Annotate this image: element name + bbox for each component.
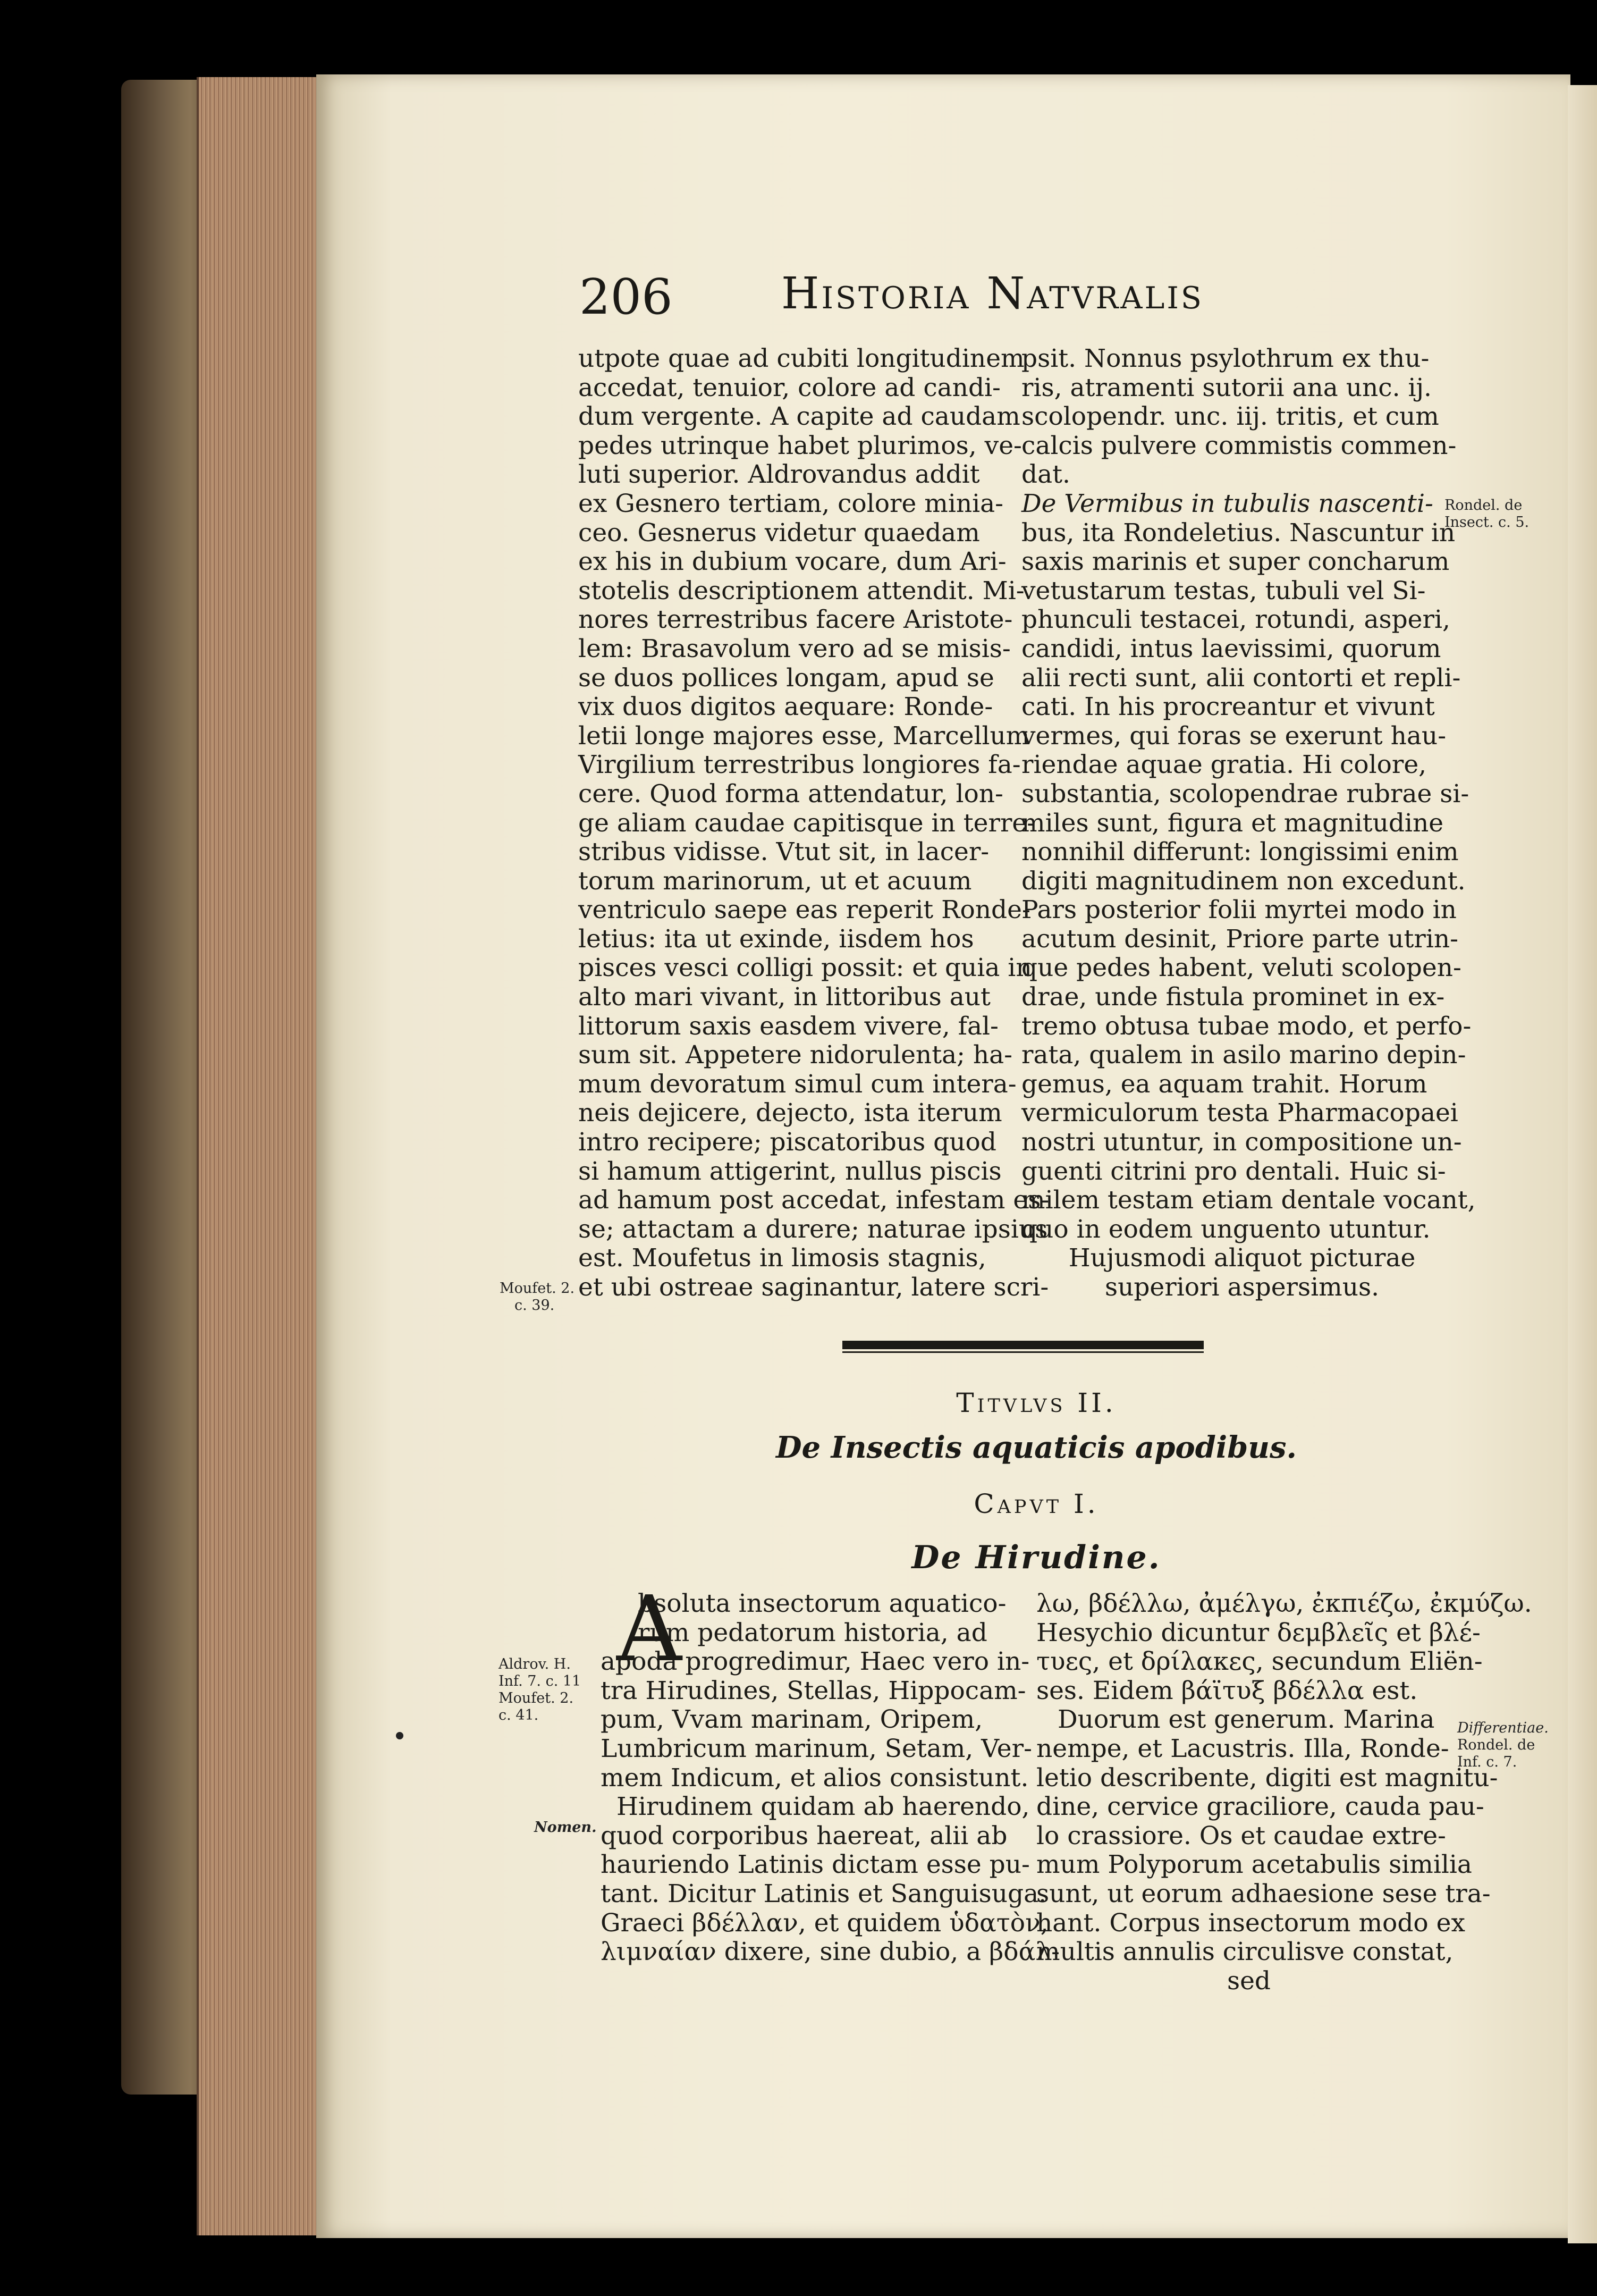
text-line: Graeci βδέλλαν, et quidem ὑδατὸν, xyxy=(601,1908,1049,1938)
text-line: nonnihil differunt: longissimi enim xyxy=(1021,837,1459,867)
text-line: luti superior. Aldrovandus addit xyxy=(578,460,980,490)
text-line: letii longe majores esse, Marcellum xyxy=(578,721,1030,751)
text-line: superiori aspersimus. xyxy=(1104,1273,1380,1302)
text-line: tant. Dicitur Latinis et Sanguisuga. xyxy=(601,1879,1047,1908)
text-line: milem testam etiam dentale vocant, xyxy=(1021,1185,1476,1215)
text-line: hauriendo Latinis dictam esse pu- xyxy=(601,1850,1030,1880)
running-title: Historia Natvralis xyxy=(781,268,1204,319)
text-line: Pars posterior folii myrtei modo in xyxy=(1021,895,1457,925)
text-line: intro recipere; piscatoribus quod xyxy=(578,1128,996,1157)
text-line: Virgilium terrestribus longiores fa- xyxy=(578,750,1021,780)
ink-dot xyxy=(396,1732,403,1739)
text-line: vermes, qui foras se exerunt hau- xyxy=(1021,721,1447,751)
text-line: λω, βδέλλω, ἀμέλγω, ἐκπιέζω, ἐκμύζω. xyxy=(1036,1589,1532,1618)
margin-note-aldrov xyxy=(498,1656,581,1724)
text-line: dine, cervice graciliore, cauda pau- xyxy=(1036,1792,1484,1822)
text-line: se duos pollices longam, apud se xyxy=(578,663,994,693)
text-line: apoda progredimur, Haec vero in- xyxy=(601,1647,1030,1677)
margin-line: Insect. c. 5. xyxy=(1444,514,1530,531)
text-line: psit. Nonnus psylothrum ex thu- xyxy=(1021,344,1430,373)
margin-note-rondel xyxy=(1444,497,1529,531)
text-line: ris, atramenti sutorii ana unc. ij. xyxy=(1021,373,1432,402)
text-line: letius: ita ut exinde, iisdem hos xyxy=(578,924,974,954)
text-line: sunt, ut eorum adhaesione sese tra- xyxy=(1036,1879,1491,1908)
text-line: alii recti sunt, alii contorti et repli- xyxy=(1021,663,1461,693)
text-line: scolopendr. unc. iij. tritis, et cum xyxy=(1021,402,1439,432)
text-line: τυες, et δρίλακες, secundum Eliën- xyxy=(1036,1647,1483,1677)
facing-page-edge xyxy=(1568,85,1597,2243)
titulus-subtitle: De Insectis aquaticis apodibus. xyxy=(775,1430,1297,1465)
text-line: substantia, scolopendrae rubrae si- xyxy=(1021,779,1469,809)
text-line: tremo obtusa tubae modo, et perfo- xyxy=(1021,1011,1472,1041)
margin-line: Inf. c. 7. xyxy=(1457,1754,1517,1770)
text-line: alto mari vivant, in littoribus aut xyxy=(578,982,991,1012)
text-line: miles sunt, figura et magnitudine xyxy=(1021,808,1444,838)
text-line: lem: Brasavolum vero ad se misis- xyxy=(578,634,1011,663)
caput-heading: Capvt I. xyxy=(974,1488,1099,1519)
text-line: Duorum est generum. Marina xyxy=(1058,1705,1435,1735)
text-line: ex his in dubium vocare, dum Ari- xyxy=(578,547,1007,577)
text-line: pum, Vvam marinam, Oripem, xyxy=(601,1705,983,1735)
text-line: gemus, ea aquam trahit. Horum xyxy=(1021,1069,1427,1099)
margin-line: Aldrov. H. xyxy=(498,1656,571,1672)
text-line: pedes utrinque habet plurimos, ve- xyxy=(578,431,1022,460)
page-number: 206 xyxy=(579,268,673,325)
text-line: Hesychio dicuntur δεμβλεῖς et βλέ- xyxy=(1036,1618,1481,1647)
text-line: tra Hirudines, Stellas, Hippocam- xyxy=(601,1676,1026,1705)
text-line: quod corporibus haereat, alii ab xyxy=(601,1821,1008,1851)
text-line: ex Gesnero tertiam, colore minia- xyxy=(578,489,1004,518)
text-line: que pedes habent, veluti scolopen- xyxy=(1021,953,1461,983)
text-line: sum sit. Appetere nidorulenta; ha- xyxy=(578,1040,1013,1070)
text-line: guenti citrini pro dentali. Huic si- xyxy=(1021,1156,1446,1186)
text-line: bus, ita Rondeletius. Nascuntur in xyxy=(1021,518,1456,548)
text-line: ventriculo saepe eas reperit Ronde- xyxy=(578,895,1030,925)
text-line: utpote quae ad cubiti longitudinem xyxy=(578,344,1025,373)
text-line: candidi, intus laevissimi, quorum xyxy=(1021,634,1441,663)
text-line: λιμναίαν dixere, sine dubio, a βδάλ- xyxy=(601,1937,1060,1967)
margin-line: Rondel. de xyxy=(1457,1737,1535,1753)
text-line: pisces vesci colligi possit: et quia in xyxy=(578,953,1032,983)
titulus-heading: Titvlvs II. xyxy=(956,1387,1117,1418)
text-line: ceo. Gesnerus videtur quaedam xyxy=(578,518,980,548)
text-line: rata, qualem in asilo marino depin- xyxy=(1021,1040,1466,1070)
text-line: drae, unde fistula prominet in ex- xyxy=(1021,982,1445,1012)
text-line: Hujusmodi aliquot picturae xyxy=(1068,1243,1416,1273)
text-line: vermiculorum testa Pharmacopaei xyxy=(1021,1098,1458,1128)
margin-line: Inf. 7. c. 11 xyxy=(498,1673,581,1689)
left-column xyxy=(578,344,1050,1302)
text-line: rum pedatorum historia, ad xyxy=(638,1618,987,1647)
text-line: De Vermibus in tubulis nascenti- xyxy=(1021,489,1433,518)
caput-subtitle: De Hirudine. xyxy=(911,1539,1161,1576)
text-line: Lumbricum marinum, Setam, Ver- xyxy=(601,1734,1032,1763)
text-line: vetustarum testas, tubuli vel Si- xyxy=(1021,576,1426,605)
margin-line: Moufet. 2. xyxy=(498,1690,574,1706)
text-line: ses. Eidem βάϊτυξ βδέλλα est. xyxy=(1036,1676,1418,1705)
margin-line: Moufet. 2. xyxy=(500,1280,575,1297)
text-line: mum devoratum simul cum intera- xyxy=(578,1069,1017,1099)
text-line: accedat, tenuior, colore ad candi- xyxy=(578,373,1001,402)
text-line: littorum saxis easdem vivere, fal- xyxy=(578,1011,999,1041)
text-line: mum Polyporum acetabulis similia xyxy=(1036,1850,1472,1880)
text-line: nostri utuntur, in compositione un- xyxy=(1021,1128,1462,1157)
text-line: cere. Quod forma attendatur, lon- xyxy=(578,779,1003,809)
text-line: nores terrestribus facere Aristote- xyxy=(578,605,1013,635)
text-line: sed xyxy=(1227,1966,1271,1996)
margin-line: Differentiae. xyxy=(1457,1720,1549,1736)
text-line: dat. xyxy=(1021,460,1070,490)
text-line: multis annulis circulisve constat, xyxy=(1036,1937,1454,1967)
text-line: acutum desinit, Priore parte utrin- xyxy=(1021,924,1459,954)
text-line: bsoluta insectorum aquatico- xyxy=(638,1589,1007,1618)
text-line: digiti magnitudinem non excedunt. xyxy=(1021,866,1466,896)
text-line: ge aliam caudae capitisque in terre- xyxy=(578,808,1036,838)
text-line: stotelis descriptionem attendit. Mi- xyxy=(578,576,1025,605)
drop-cap: A xyxy=(616,1577,682,1682)
text-line: dum vergente. A capite ad caudam xyxy=(578,402,1020,432)
text-line: Hirudinem quidam ab haerendo, xyxy=(616,1792,1030,1822)
text-line: nempe, et Lacustris. Illa, Ronde- xyxy=(1036,1734,1449,1763)
text-line: lo crassiore. Os et caudae extre- xyxy=(1036,1821,1446,1851)
text-line: ad hamum post accedat, infestam es- xyxy=(578,1185,1050,1215)
text-line: letio describente, digiti est magnitu- xyxy=(1036,1763,1498,1793)
text-line: vix duos digitos aequare: Ronde- xyxy=(578,692,993,722)
margin-note-nomen: Nomen. xyxy=(534,1819,597,1836)
text-line: se; attactam a durere; naturae ipsius xyxy=(578,1214,1048,1244)
page-edges xyxy=(197,77,326,2235)
text-line: mem Indicum, et alios consistunt. xyxy=(601,1763,1029,1793)
text-line: hant. Corpus insectorum modo ex xyxy=(1036,1908,1465,1938)
margin-line: c. 41. xyxy=(498,1707,539,1723)
text-line: riendae aquae gratia. Hi colore, xyxy=(1021,750,1427,780)
text-line: neis dejicere, dejecto, ista iterum xyxy=(578,1098,1002,1128)
margin-line: Rondel. de xyxy=(1444,497,1523,514)
text-line: phunculi testacei, rotundi, asperi, xyxy=(1021,605,1450,635)
text-line: si hamum attigerint, nullus piscis xyxy=(578,1156,1002,1186)
text-line: est. Moufetus in limosis stagnis, xyxy=(578,1243,986,1273)
right-column xyxy=(1021,344,1476,1302)
section-rule xyxy=(842,1341,1204,1349)
lower-left-column xyxy=(601,1577,1060,1967)
text-line: cati. In his procreantur et vivunt xyxy=(1021,692,1435,722)
text-line: stribus vidisse. Vtut sit, in lacer- xyxy=(578,837,990,867)
margin-note-moufet xyxy=(500,1280,574,1314)
margin-line: c. 39. xyxy=(514,1297,555,1314)
text-line: torum marinorum, ut et acuum xyxy=(578,866,972,896)
text-line: calcis pulvere commistis commen- xyxy=(1021,431,1457,460)
text-line: quo in eodem unguento utuntur. xyxy=(1021,1214,1431,1244)
text-line: saxis marinis et super concharum xyxy=(1021,547,1450,577)
text-line: et ubi ostreae saginantur, latere scri- xyxy=(578,1273,1049,1302)
section-rule-thin xyxy=(842,1351,1204,1353)
